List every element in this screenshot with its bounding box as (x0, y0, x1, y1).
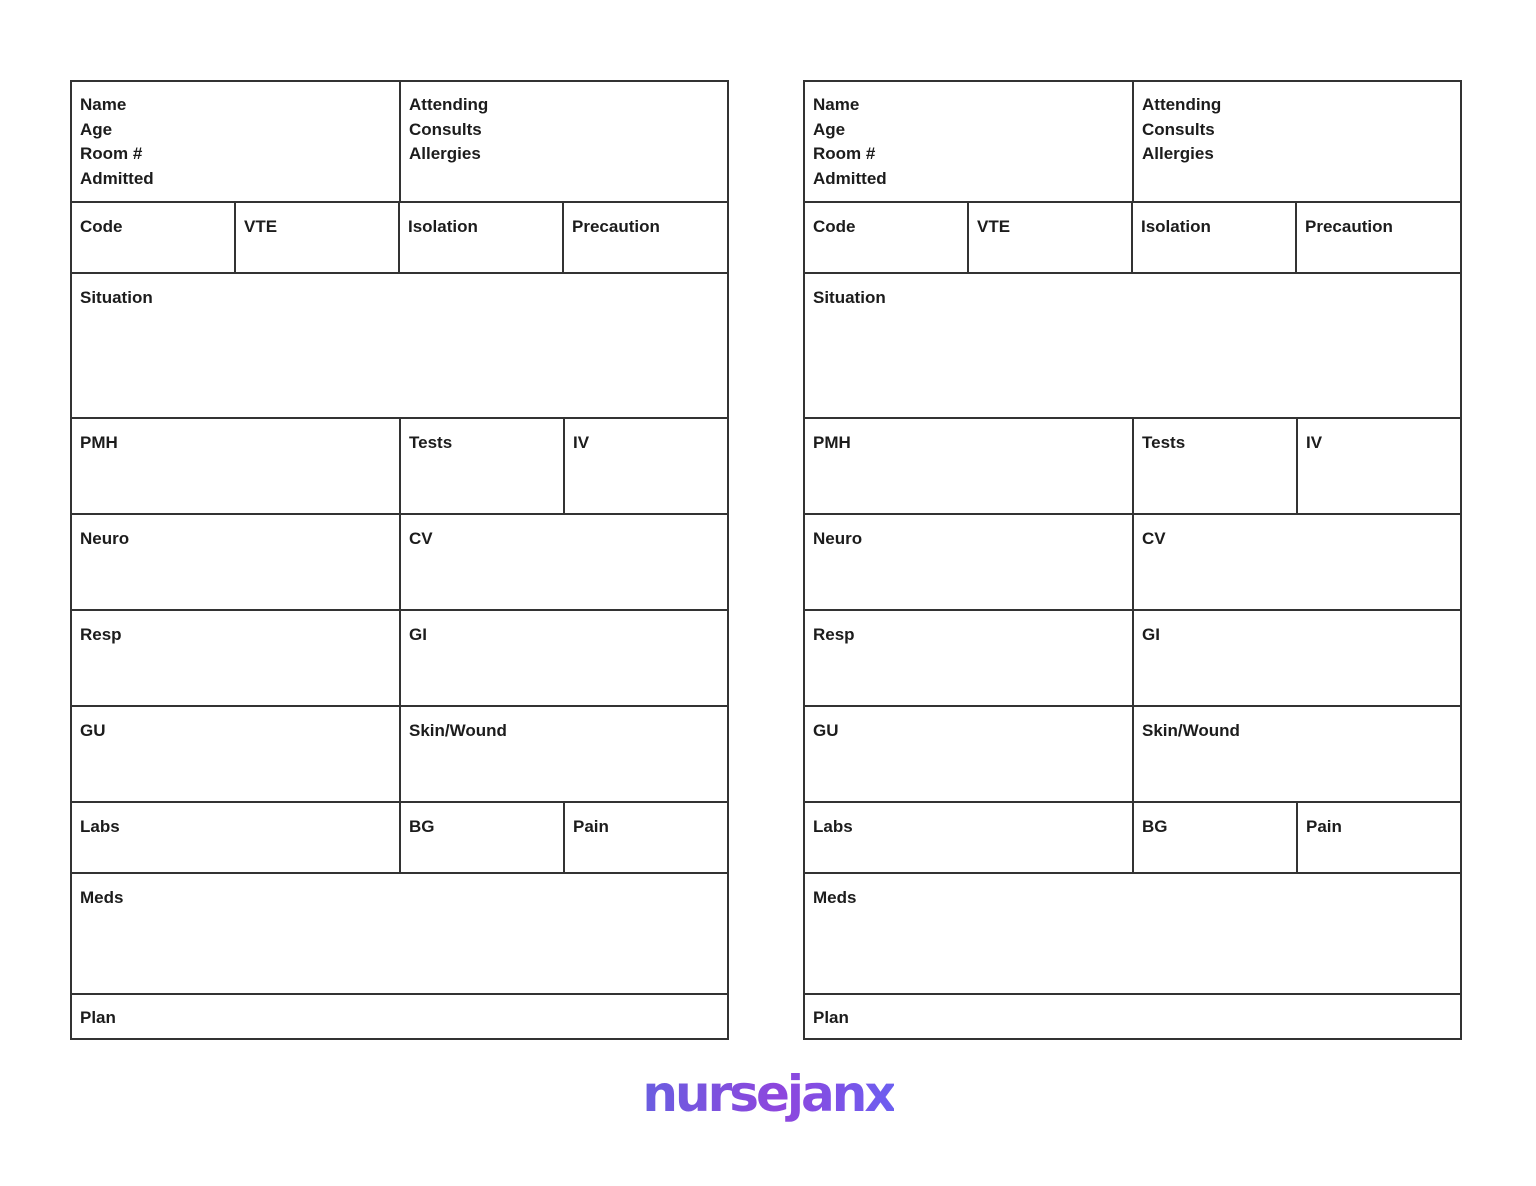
pain-cell[interactable] (1298, 803, 1460, 872)
pmh-label: PMH (813, 433, 851, 452)
cv-cell[interactable] (401, 515, 727, 609)
age-label: Age (813, 119, 846, 139)
plan-cell[interactable] (72, 995, 727, 1038)
history-row (805, 419, 1460, 515)
isolation-cell[interactable] (1133, 203, 1297, 272)
skin-wound-cell[interactable] (401, 707, 727, 801)
report-sheet-left (70, 80, 729, 1040)
labs-cell[interactable] (805, 803, 1134, 872)
pmh-label: PMH (80, 433, 118, 452)
consults-label: Consults (409, 119, 482, 139)
iv-cell[interactable] (565, 419, 727, 513)
precaution-cell[interactable] (1297, 203, 1460, 272)
cv-label: CV (1142, 529, 1166, 548)
labs-cell[interactable] (72, 803, 401, 872)
gu-skin-row (72, 707, 727, 803)
neuro-cv-row (72, 515, 727, 611)
pmh-cell[interactable] (72, 419, 401, 513)
neuro-cv-row (805, 515, 1460, 611)
skin-wound-label: Skin/Wound (409, 721, 507, 740)
tests-cell[interactable] (1134, 419, 1298, 513)
iv-label: IV (573, 433, 590, 452)
admitted-label: Admitted (813, 168, 887, 188)
situation-cell[interactable] (72, 274, 727, 417)
patient-header-row (805, 82, 1460, 203)
plan-row (72, 995, 727, 1038)
code-label: Code (80, 217, 123, 236)
pain-cell[interactable] (565, 803, 727, 872)
admitted-label: Admitted (80, 168, 154, 188)
pain-label: Pain (573, 817, 609, 836)
history-row (72, 419, 727, 515)
labs-label: Labs (80, 817, 120, 836)
plan-row (805, 995, 1460, 1038)
patient-info-cell[interactable] (805, 82, 1134, 201)
pain-label: Pain (1306, 817, 1342, 836)
nursejanx-logo (0, 1062, 1536, 1126)
meds-label: Meds (813, 888, 857, 907)
precaution-label: Precaution (572, 217, 660, 236)
name-label: Name (80, 95, 127, 114)
bg-cell[interactable] (1134, 803, 1298, 872)
isolation-cell[interactable] (400, 203, 564, 272)
cv-label: CV (409, 529, 433, 548)
neuro-cell[interactable] (72, 515, 401, 609)
resp-cell[interactable] (72, 611, 401, 705)
patient-header-row (72, 82, 727, 203)
vte-label: VTE (977, 217, 1011, 236)
name-label: Name (813, 95, 860, 114)
situation-label: Situation (813, 288, 886, 307)
report-sheet-right (803, 80, 1462, 1040)
meds-cell[interactable] (72, 874, 727, 993)
allergies-label: Allergies (409, 144, 481, 163)
vte-cell[interactable] (969, 203, 1133, 272)
patient-info-cell[interactable] (72, 82, 401, 201)
logo-text: nursejanx (642, 1065, 894, 1123)
situation-label: Situation (80, 288, 153, 307)
labs-label: Labs (813, 817, 853, 836)
resp-label: Resp (813, 625, 855, 644)
tests-label: Tests (409, 433, 453, 452)
neuro-cell[interactable] (805, 515, 1134, 609)
plan-label: Plan (80, 1008, 116, 1027)
care-team-cell[interactable] (401, 82, 727, 201)
meds-label: Meds (80, 888, 124, 907)
bg-cell[interactable] (401, 803, 565, 872)
resp-gi-row (805, 611, 1460, 707)
labs-row (805, 803, 1460, 874)
precaution-cell[interactable] (564, 203, 727, 272)
room-label: Room # (813, 144, 876, 163)
code-label: Code (813, 217, 856, 236)
gu-cell[interactable] (805, 707, 1134, 801)
iv-label: IV (1306, 433, 1323, 452)
status-row (805, 203, 1460, 274)
bg-label: BG (409, 817, 435, 836)
vte-cell[interactable] (236, 203, 400, 272)
gu-cell[interactable] (72, 707, 401, 801)
gi-label: GI (1142, 625, 1160, 644)
code-cell[interactable] (72, 203, 236, 272)
precaution-label: Precaution (1305, 217, 1393, 236)
gi-label: GI (409, 625, 427, 644)
cv-cell[interactable] (1134, 515, 1460, 609)
room-label: Room # (80, 144, 143, 163)
care-team-cell[interactable] (1134, 82, 1460, 201)
meds-row (72, 874, 727, 995)
pmh-cell[interactable] (805, 419, 1134, 513)
tests-cell[interactable] (401, 419, 565, 513)
resp-label: Resp (80, 625, 122, 644)
skin-wound-label: Skin/Wound (1142, 721, 1240, 740)
attending-label: Attending (1142, 95, 1222, 114)
gu-label: GU (813, 721, 839, 740)
tests-label: Tests (1142, 433, 1186, 452)
neuro-label: Neuro (80, 529, 130, 548)
gu-label: GU (80, 721, 106, 740)
gi-cell[interactable] (1134, 611, 1460, 705)
situation-cell[interactable] (805, 274, 1460, 417)
gi-cell[interactable] (401, 611, 727, 705)
neuro-label: Neuro (813, 529, 863, 548)
resp-gi-row (72, 611, 727, 707)
plan-cell[interactable] (805, 995, 1460, 1038)
resp-cell[interactable] (805, 611, 1134, 705)
isolation-label: Isolation (1141, 217, 1211, 236)
skin-wound-cell[interactable] (1134, 707, 1460, 801)
age-label: Age (80, 119, 113, 139)
situation-row (805, 274, 1460, 419)
labs-row (72, 803, 727, 874)
meds-row (805, 874, 1460, 995)
meds-cell[interactable] (805, 874, 1460, 993)
status-row (72, 203, 727, 274)
attending-label: Attending (409, 95, 489, 114)
consults-label: Consults (1142, 119, 1215, 139)
plan-label: Plan (813, 1008, 849, 1027)
code-cell[interactable] (805, 203, 969, 272)
isolation-label: Isolation (408, 217, 478, 236)
allergies-label: Allergies (1142, 144, 1214, 163)
situation-row (72, 274, 727, 419)
vte-label: VTE (244, 217, 278, 236)
gu-skin-row (805, 707, 1460, 803)
iv-cell[interactable] (1298, 419, 1460, 513)
bg-label: BG (1142, 817, 1168, 836)
